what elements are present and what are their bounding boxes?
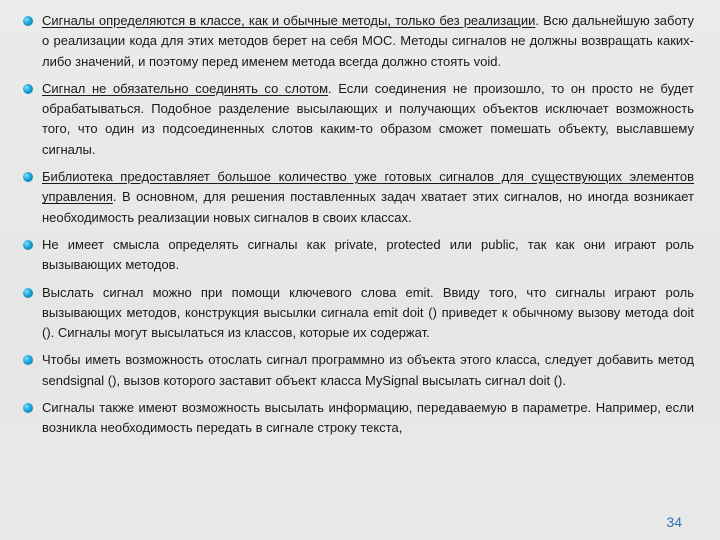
bullet-text: . В основном, для решения поставленных задач хватает этих сигналов, но иногда возникает необходимость реализации новых сигналов в своих классах.	[42, 189, 694, 225]
bullet-dot-icon	[23, 172, 33, 182]
bullet-link[interactable]: Сигналы определяются в классе, как и обычные методы, только без реализации	[42, 13, 536, 28]
bullet-item	[22, 11, 694, 72]
bullet-item	[22, 283, 694, 344]
bullet-dot-icon	[23, 16, 33, 26]
bullet-dot-icon	[23, 84, 33, 94]
bullet-text: Сигналы также имеют возможность высылать информацию, передаваемую в параметре. Например, если возникла необходимость передать в сигнале строку текста,	[42, 400, 694, 436]
bullet-item	[22, 235, 694, 276]
bullet-dot-icon	[23, 288, 33, 298]
bullet-text: . Всю дальнейшую заботу о реализации кода для этих методов берет на себя МОС. Методы сигналов не должны возвращать каких-либо значений, и поэтому перед именем метода всегда должно стоять void.	[42, 13, 695, 69]
bullet-text: Чтобы иметь возможность отослать сигнал программно из объекта этого класса, следует добавить метод sendsignal (), вызов которого заставит объект класса MySignal высылать сигнал doit ().	[42, 352, 694, 388]
bullet-item	[22, 350, 694, 391]
page-number: 34	[666, 514, 682, 530]
bullet-dot-icon	[23, 240, 33, 250]
bullet-dot-icon	[23, 355, 33, 365]
bullet-text: Выслать сигнал можно при помощи ключевого слова emit. Ввиду того, что сигналы играют роль вызывающих методов, конструкция высылки сигнала emit doit () приведет к обычному вызову метода doit (). Сигналы могут высылаться из классов, которые их содержат.	[42, 284, 694, 341]
bullet-list	[22, 11, 694, 446]
bullet-item	[22, 167, 694, 228]
bullet-link[interactable]: Библиотека предоставляет большое количество уже готовых сигналов для существующих элементов управления	[42, 169, 694, 205]
bullet-link[interactable]: Сигнал не обязательно соединять со слотом	[42, 80, 329, 96]
bullet-text: . Если соединения не произошло, то он просто не будет обрабатываться. Подобное разделение высылающих и получающих объектов исключает возможность того, что один из подсоединенных слотов каким-то образом сможет помешать объекту, выславшему сигналы.	[42, 80, 694, 157]
bullet-text: Не имеет смысла определять сигналы как private, protected или public, так как они играют роль вызывающих методов.	[42, 236, 694, 273]
bullet-dot-icon	[23, 403, 33, 413]
bullet-item	[22, 79, 694, 160]
bullet-item	[22, 398, 694, 439]
